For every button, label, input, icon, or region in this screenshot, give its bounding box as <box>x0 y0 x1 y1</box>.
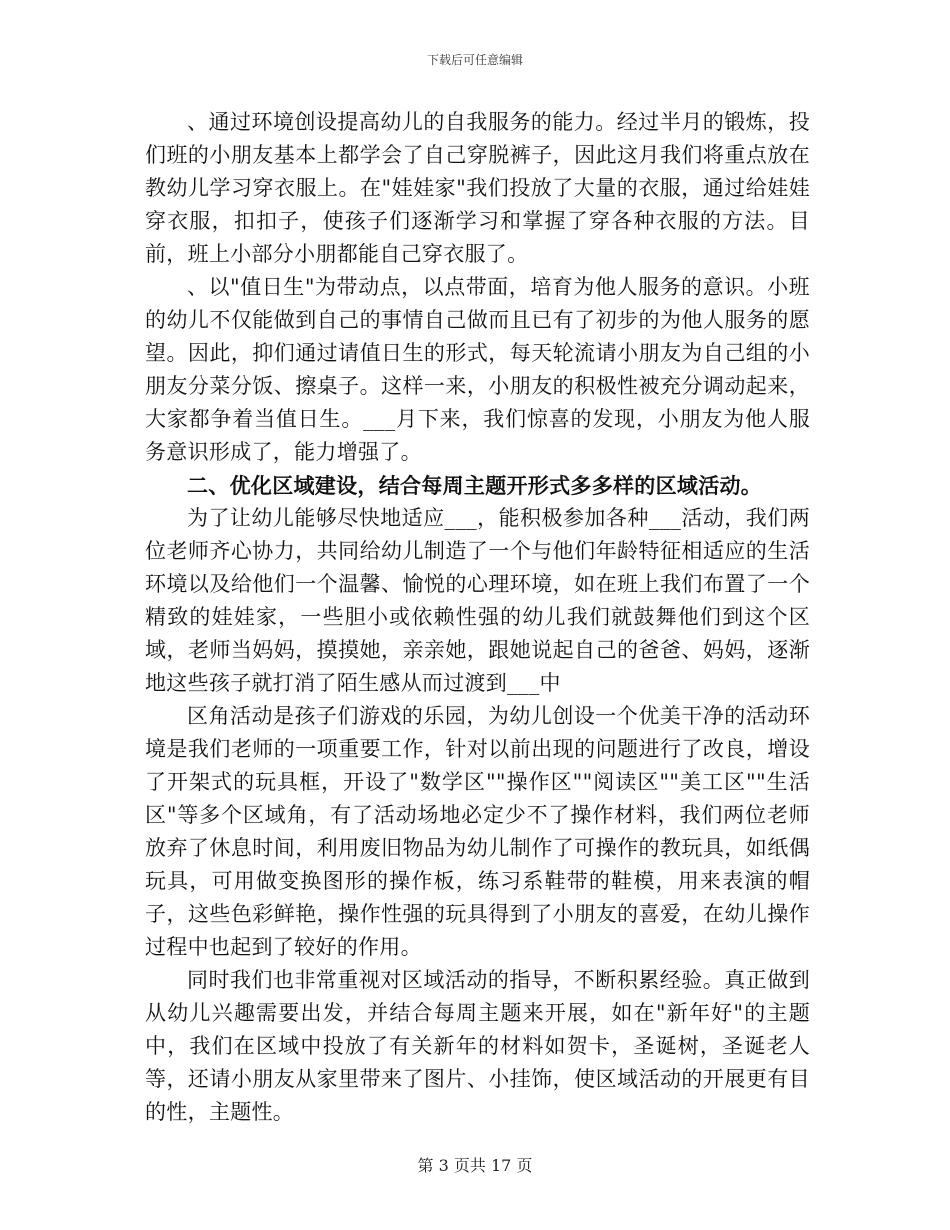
page-header-note: 下载后可任意编辑 <box>426 53 523 67</box>
paragraph-area-guidance: 同时我们也非常重视对区域活动的指导，不断积累经验。真正做到从幼儿兴趣需要出发，并结合每周主题来开展，如在"新年好"的主题中，我们在区域中投放了有关新年的材料如贺卡，圣诞树，圣诞老人等，还请小朋友从家里带来了图片、小挂饰，使区域活动的开展更有目的性，主题性。 <box>145 968 810 1124</box>
paragraph-duty-student: 、以"值日生"为带动点，以点带面，培育为他人服务的意识。小班的幼儿不仅能做到自己的事情自己做而且已有了初步的为他人服务的愿望。因此，抑们通过请值日生的形式，每天轮流请小朋友为自己组的小朋友分菜分饭、擦桌子。这样一来，小朋友的积极性被充分调动起来，大家都争着当值日生。___月下来，我们惊喜的发现，小朋友为他人服务意识形成了，能力增强了。 <box>145 275 810 464</box>
paragraph-corner-activities: 区角活动是孩子们游戏的乐园，为幼儿创设一个优美干净的活动环境是我们老师的一项重要工作，针对以前出现的问题进行了改良，增设了开架式的玩具框，开设了"数学区""操作区""阅读区""美工区""生活区"等多个区域角，有了活动场地必定少不了操作材料，我们两位老师放弃了休息时间，利用废旧物品为幼儿制作了可操作的教玩具，如纸偶玩具，可用做变换图形的操作板，练习系鞋带的鞋模，用来表演的帽子，这些色彩鲜艳，操作性强的玩具得到了小朋友的喜爱，在幼儿操作过程中也起到了较好的作用。 <box>145 704 810 959</box>
section-heading: 二、优化区域建设，结合每周主题开形式多多样的区域活动。 <box>187 473 763 498</box>
paragraph-adapt-environment: 为了让幼儿能够尽快地适应___，能积极参加各种___活动，我们两位老师齐心协力，共同给幼儿制造了一个与他们年龄特征相适应的生活环境以及给他们一个温馨、愉悦的心理环境，如在班上我们布置了一个精致的娃娃家，一些胆小或依赖性强的幼儿我们就鼓舞他们到这个区域，老师当妈妈，摸摸她，亲亲她，跟她说起自己的爸爸、妈妈，逐渐地这些孩子就打消了陌生感从而过渡到___中 <box>145 506 810 695</box>
page-number: 第 3 页共 17 页 <box>417 1156 533 1175</box>
paragraph-self-service: 、通过环境创设提高幼儿的自我服务的能力。经过半月的锻炼，投们班的小朋友基本上都学会了自己穿脱裤子，因此这月我们将重点放在教幼儿学习穿衣服上。在"娃娃家"我们投放了大量的衣服，通过给娃娃穿衣服，扣扣子，使孩子们逐渐学习和掌握了穿各种衣服的方法。目前，班上小部分小朋都能自己穿衣服了。 <box>145 110 810 266</box>
document-body <box>145 106 810 1129</box>
